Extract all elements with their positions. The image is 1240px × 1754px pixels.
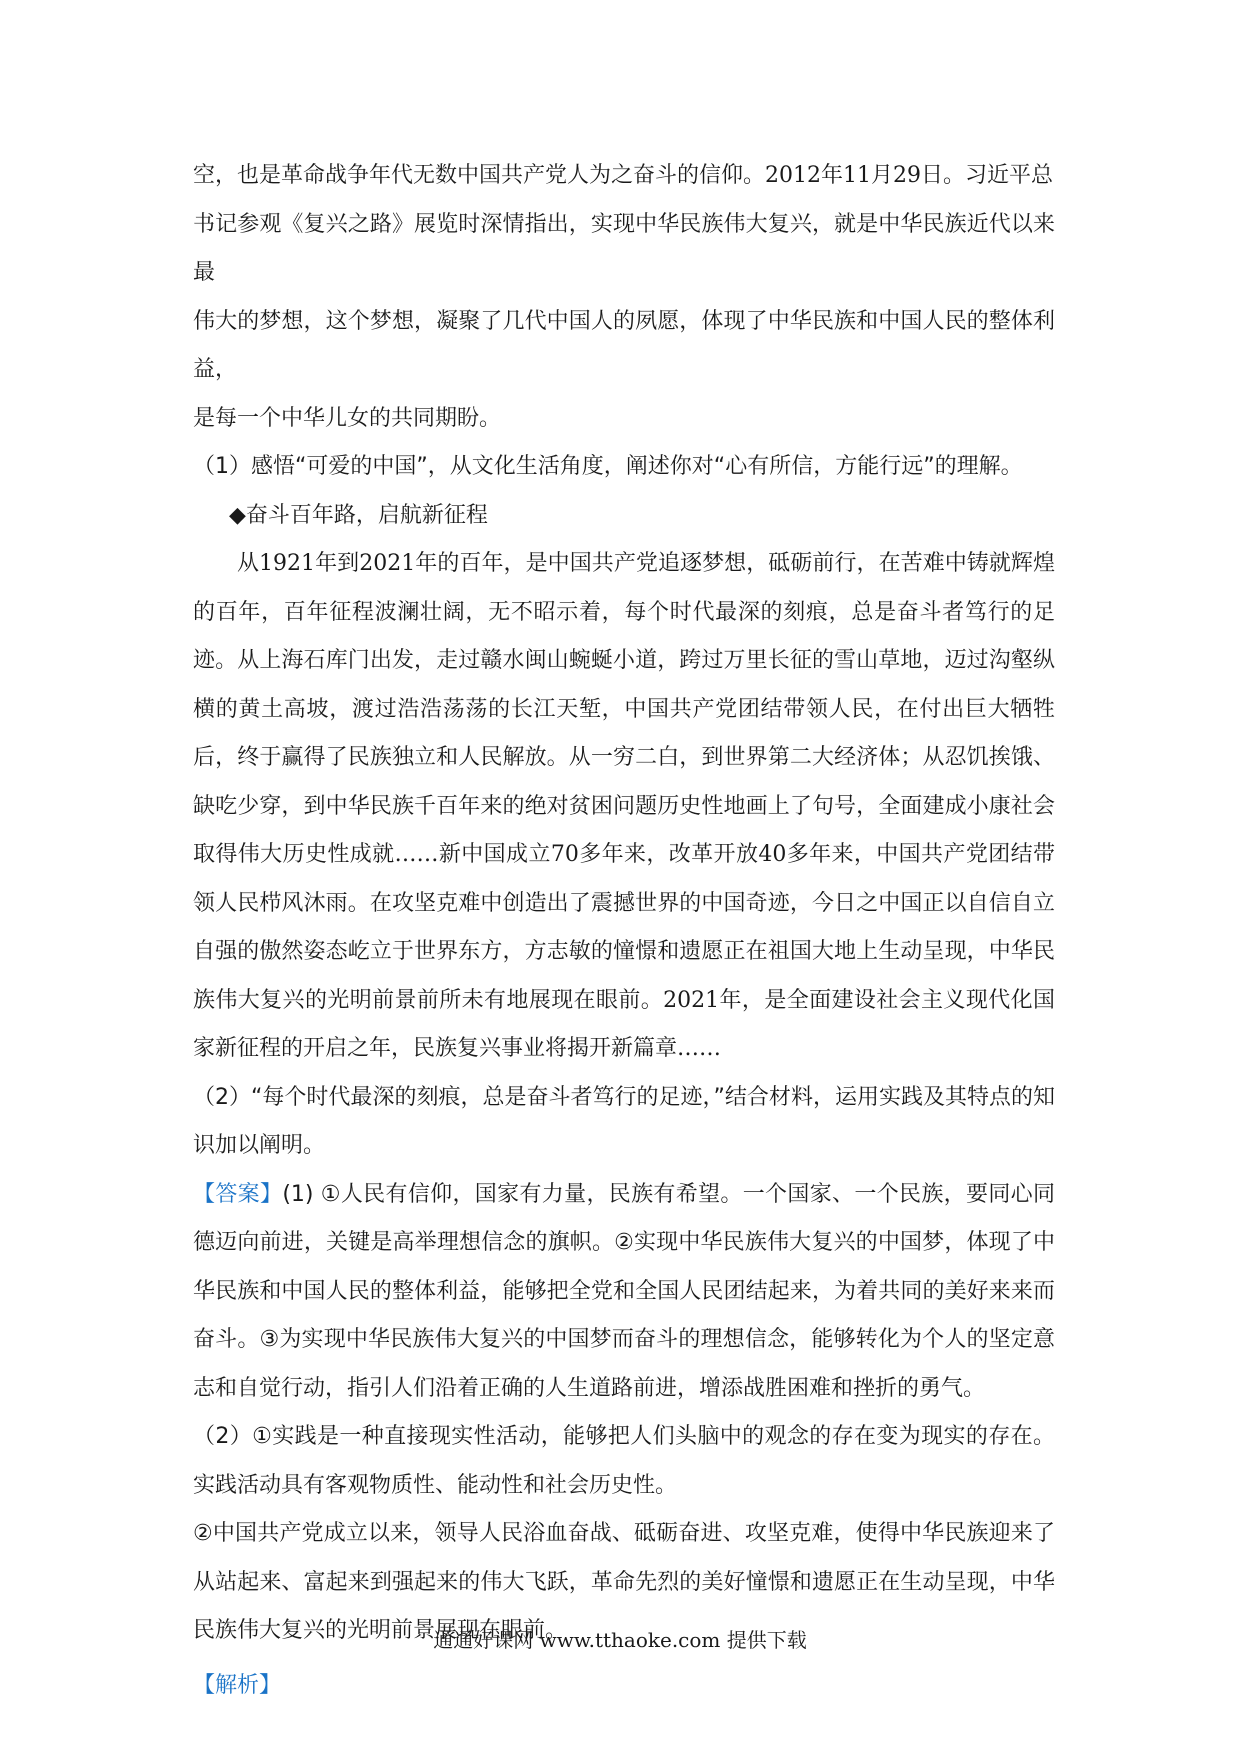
answer-part-1 [193, 1171, 1055, 1414]
material-2: 从1921年到2021年的百年，是中国共产党追逐梦想，砥砺前行，在苦难中铸就辉煌的百年，百年征程波澜壮阔，无不昭示着，每个时代最深的刻痕，总是奋斗者笃行的足迹。从上海石库门出发，走过赣水闽山蜿蜒小道，跨过万里长征的雪山草地，迈过沟壑纵横的黄土高坡，渡过浩浩荡荡的长江天堑，中国共产党团结带领人民，在付出巨大牺牲后，终于赢得了民族独立和人民解放。从一穷二白，到世界第二大经济体；从忍饥挨饿、缺吃少穿，到中华民族千百年来的绝对贫困问题历史性地画上了句号，全面建成小康社会取得伟大历史性成就……新中国成立70多年来，改革开放40多年来，中国共产党团结带领人民栉风沐雨。在攻坚克难中创造出了震撼世界的中国奇迹，今日之中国正以自信自立自强的傲然姿态屹立于世界东方，方志敏的憧憬和遗愿正在祖国大地上生动呈现，中华民族伟大复兴的光明前景前所未有地展现在眼前。2021年，是全面建设社会主义现代化国家新征程的开启之年，民族复兴事业将揭开新篇章…… [193, 551, 1055, 1061]
page-footer: 通通好课网 www.tthaoke.com 提供下载 [433, 1628, 807, 1652]
material-1-line: 书记参观《复兴之路》展览时深情指出，实现中华民族伟大复兴，就是中华民族近代以来最 [193, 211, 1055, 285]
material-1-line: 空，也是革命战争年代无数中国共产党人为之奋斗的信仰。2012年11月29日。习近平总 [193, 163, 1053, 188]
answer-part-2a: （2）①实践是一种直接现实性活动，能够把人们头脑中的观念的存在变为现实的存在。实践活动具有客观物质性、能动性和社会历史性。 [193, 1424, 1055, 1498]
analysis-block [193, 1662, 1055, 1711]
material-1-line: 是每一个中华儿女的共同期盼。 [193, 405, 502, 431]
question-1: （1）感悟“可爱的中国”，从文化生活角度，阐述你对“心有所信，方能行远”的理解。 [193, 454, 1023, 479]
answer-part-1-text: (1) ①人民有信仰，国家有力量，民族有希望。一个国家、一个民族，要同心同德迈向前进，关键是高举理想信念的旗帜。②实现中华民族伟大复兴的中国梦，体现了中华民族和中国人民的整体利益，能够把全党和全国人民团结起来，为着共同的美好来来而奋斗。③为实现中华民族伟大复兴的中国梦而奋斗的理想信念，能够转化为个人的坚定意志和自觉行动，指引人们沿着正确的人生道路前进，增添战胜困难和挫折的勇气。 [193, 1181, 1055, 1401]
answer-block [193, 1171, 1055, 1656]
material-1 [193, 152, 1055, 443]
question-2: （2）“每个时代最深的刻痕，总是奋斗者笃行的足迹，”结合材料，运用实践及其特点的知识加以阐明。 [193, 1084, 1055, 1158]
answer-tag: 【答案】 [193, 1181, 283, 1207]
analysis-tag: 【解析】 [193, 1672, 282, 1698]
document-page [193, 152, 1055, 1710]
answer-part-2b: ②中国共产党成立以来，领导人民浴血奋战、砥砺奋进、攻坚克难，使得中华民族迎来了从站起来、富起来到强起来的伟大飞跃，革命先烈的美好憧憬和遗愿正在生动呈现，中华民族伟大复兴的光明前景展现在眼前。 [193, 1521, 1055, 1643]
material-1-line: 伟大的梦想，这个梦想，凝聚了几代中国人的夙愿，体现了中华民族和中国人民的整体利益， [193, 308, 1055, 382]
section-2-heading: ◆奋斗百年路，启航新征程 [229, 502, 488, 528]
